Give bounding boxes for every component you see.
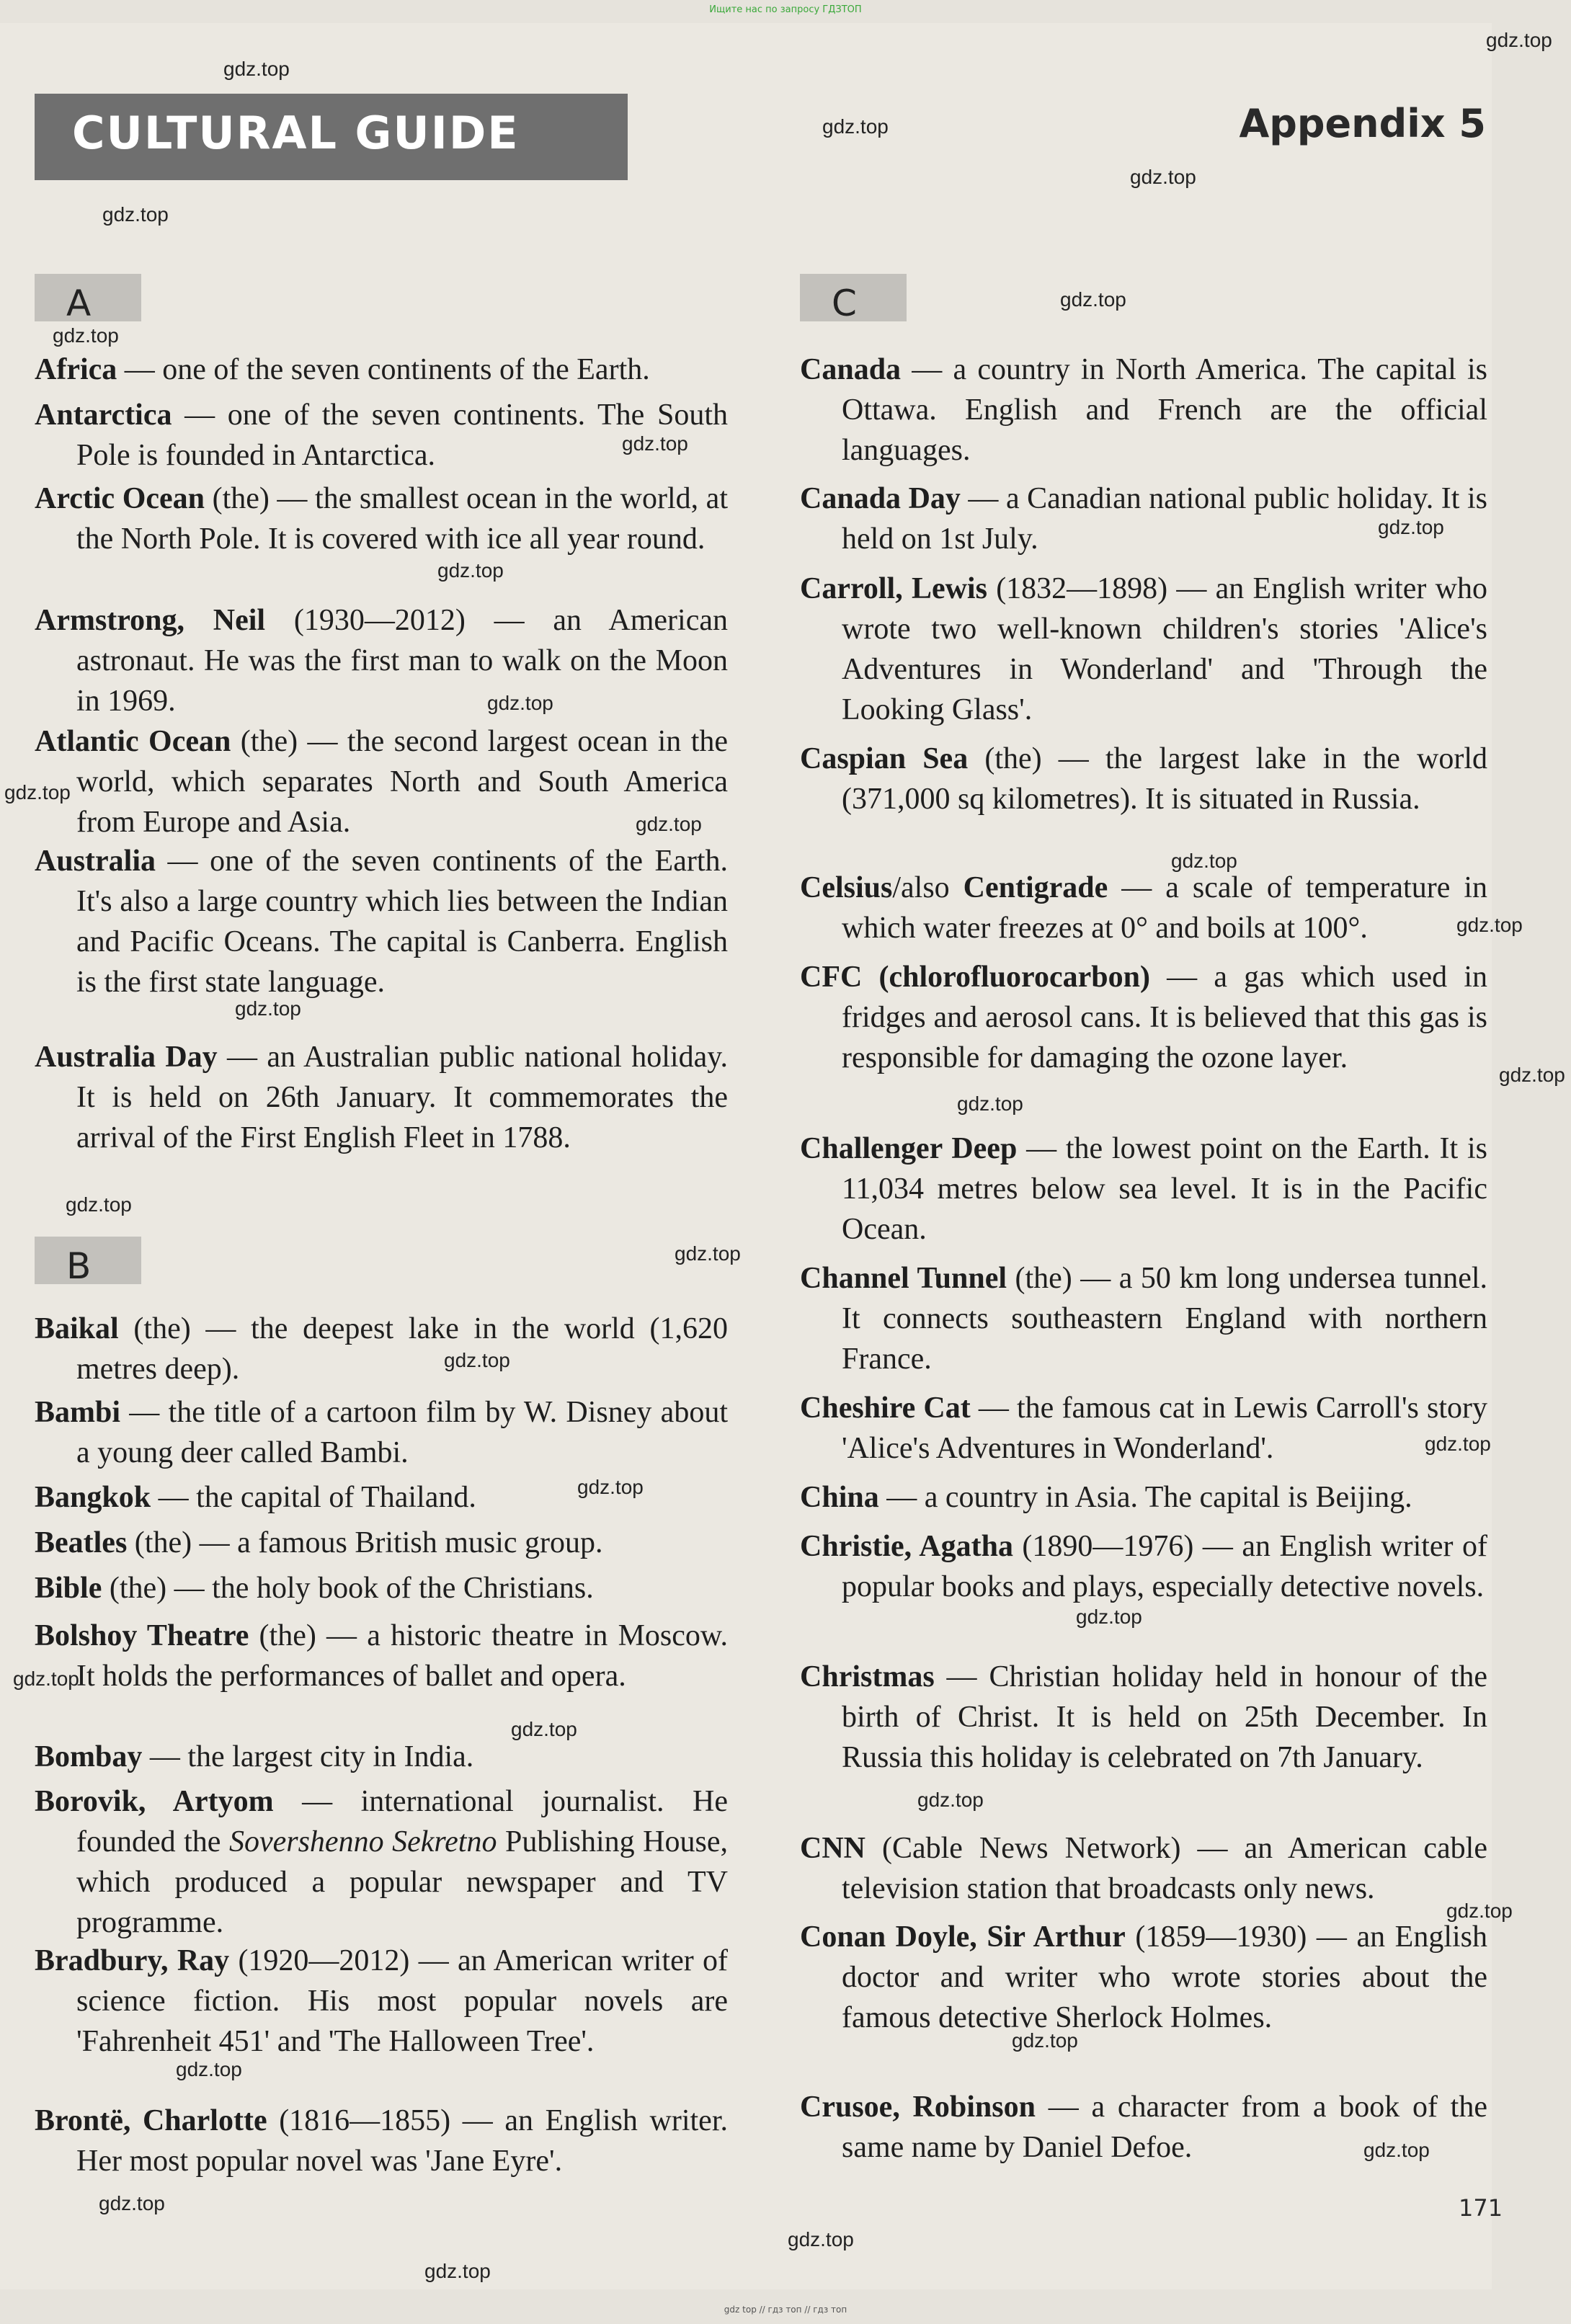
entry-term: Caspian Sea [800,742,969,775]
entry-term: Beatles [35,1526,128,1559]
entry-term: Christie, Agatha [800,1530,1013,1563]
entry [35,721,728,842]
entry-term: Bolshoy Theatre [35,1619,249,1652]
entry-text: — an Australian public national holiday. It is held on 26th January. It commemorates the arrival of the First English Fleet in 1788. [76,1041,728,1154]
entry-term: Channel Tunnel [800,1262,1007,1295]
entry-text: (the) — the holy book of the Christians. [102,1572,594,1605]
entry-term: Crusoe, Robinson [800,2091,1036,2124]
entry [800,569,1487,730]
entry [800,1828,1487,1909]
watermark: gdz.top [1171,850,1237,872]
entry-term: Australia Day [35,1041,218,1074]
watermark: gdz.top [1363,2139,1430,2161]
entry [35,1616,728,1696]
entry-term: Bombay [35,1740,143,1773]
entry-term: Canada Day [800,482,961,515]
watermark: gdz.top [511,1718,577,1740]
entry-text: (Cable News Network) — an American cable television station that broadcasts only news. [842,1832,1487,1905]
entry-text: — the lowest point on the Earth. It is 11,034 metres below sea level. It is in the Pacific Ocean. [842,1132,1487,1246]
watermark: gdz.top [1060,288,1126,311]
watermark: gdz.top [675,1242,741,1265]
entry-term: Arctic Ocean [35,482,205,515]
entry [35,1523,728,1563]
entry-text: — a country in Asia. The capital is Beijing. [878,1481,1412,1514]
entry-term: CFC (chlorofluorocarbon) [800,961,1150,994]
entry [35,1568,728,1608]
appendix-title: Appendix 5 [1239,101,1486,146]
watermark: gdz.top [1076,1606,1142,1628]
entry-term: Canada [800,353,902,386]
entry-term: Brontë, Charlotte [35,2104,267,2137]
watermark: gdz.top [1446,1900,1513,1922]
entry-text: (1816—1855) — an English writer. Her most popular novel was 'Jane Eyre'. [76,2104,728,2178]
entry-text: (the) — the largest lake in the world (371,000 sq kilometres). It is situated in Russia. [842,742,1487,816]
entry-text: — one of the seven continents of the Earth. [117,353,650,386]
watermark: gdz.top [1425,1433,1491,1455]
entry-term: Armstrong, Neil [35,604,266,637]
entry-term: Cheshire Cat [800,1392,971,1425]
entry-term: Bradbury, Ray [35,1944,230,1977]
entry [35,1392,728,1473]
entry-text: — the capital of Thailand. [151,1481,476,1514]
watermark: gdz.top [487,692,553,714]
entry-text: — a character from a book of the same name by Daniel Defoe. [842,2091,1487,2164]
entry-text: (the) — a historic theatre in Moscow. It holds the performances of ballet and opera. [76,1619,728,1693]
entry-term: Africa [35,353,117,386]
entry-term: Atlantic Ocean [35,725,231,758]
entry-text: — one of the seven continents. The South Pole is founded in Antarctica. [76,399,728,472]
entry [800,957,1487,1078]
entry-text: — a country in North America. The capital is Ottawa. English and French are the official languages. [842,353,1487,467]
watermark: gdz.top [1499,1064,1565,1086]
watermark: gdz.top [4,781,71,803]
entry-text: — a Canadian national public holiday. It is held on 1st July. [842,482,1487,556]
entry-term: Carroll, Lewis [800,572,987,605]
watermark: gdz.top [102,203,169,226]
watermark: gdz.top [176,2058,242,2080]
entry [35,1941,728,2062]
entry-term: China [800,1481,879,1514]
entry [800,739,1487,819]
entry-text: (the) — the deepest lake in the world (1,620 metres deep). [76,1312,728,1386]
watermark: gdz.top [622,432,688,455]
entry [35,1781,728,1943]
entry-text: — one of the seven continents of the Earth. It's also a large country which lies between the Indian and Pacific Oceans. The capital is Canberra. English is the first state language. [76,845,728,999]
watermark: gdz.top [636,813,702,835]
entry-text: — a gas which used in fridges and aerosol cans. It is believed that this gas is responsible for damaging the ozone layer. [842,961,1487,1074]
watermark: gdz.top [53,324,119,347]
watermark: gdz.top [1012,2029,1078,2052]
entry-text: — international journalist. He founded the [76,1785,728,1858]
watermark: gdz.top [437,559,504,582]
entry-term: Baikal [35,1312,119,1345]
watermark: gdz.top [66,1193,132,1216]
entry [800,1258,1487,1379]
entry [35,1737,728,1777]
entry-term: Borovik, Artyom [35,1785,274,1818]
entry [35,2101,728,2181]
entry-term: Bible [35,1572,102,1605]
entry-term: Challenger Deep [800,1132,1018,1165]
watermark: gdz.top [917,1789,984,1811]
entry [800,350,1487,471]
entry [35,1037,728,1158]
entry-text: (the) — a 50 km long undersea tunnel. It connects southeastern England with northern France. [842,1262,1487,1376]
top-note: Ищите нас по запросу ГДЗТОП [709,4,862,15]
entry [35,600,728,721]
watermark: gdz.top [957,1092,1023,1115]
watermark: gdz.top [788,2228,854,2250]
entry-text: (1832—1898) — an English writer who wrote two well-known children's stories 'Alice's Adventures in Wonderland' and 'Through the Looking Glass'. [842,572,1487,726]
entry-term: Antarctica [35,399,172,432]
entry-term: CNN [800,1832,865,1865]
entry [35,841,728,1002]
entry-term: Christmas [800,1660,935,1693]
entry-term: Conan Doyle, Sir Arthur [800,1920,1126,1954]
entry-term: Celsius [800,871,893,904]
watermark: gdz.top [99,2192,165,2214]
entry-text: — a scale of temperature in which water freezes at 0° and boils at 100°. [842,871,1487,945]
watermark: gdz.top [13,1668,79,1690]
entry-text: — the famous cat in Lewis Carroll's story 'Alice's Adventures in Wonderland'. [842,1392,1488,1465]
entry-text: — the largest city in India. [142,1740,474,1773]
entry [35,1309,728,1389]
watermark: gdz.top [444,1349,510,1371]
entry-italic: Sovershenno Sekretno [228,1825,497,1858]
section-b-letter: B [66,1245,92,1287]
entry [800,1388,1487,1469]
entry [800,1657,1487,1778]
entry-text: (the) — a famous British music group. [127,1526,603,1559]
entry-text: (1930—2012) — an American astronaut. He was the first man to walk on the Moon in 1969. [76,604,728,718]
watermark: gdz.top [223,58,290,80]
entry [35,478,728,559]
watermark: gdz.top [577,1476,644,1498]
entry [800,868,1487,948]
section-c-letter: C [832,282,857,324]
watermark: gdz.top [1456,914,1523,936]
bottom-note: gdz top // гдз топ // гдз топ [724,2305,847,2315]
entry-text: (the) — the second largest ocean in the world, which separates North and South America from Europe and Asia. [76,725,728,839]
entry-text: (the) — the smallest ocean in the world, at the North Pole. It is covered with ice all year round. [76,482,728,556]
entry [800,1917,1487,2038]
entry-term: Bambi [35,1396,121,1429]
page-number: 171 [1459,2194,1503,2222]
entry-term: Australia [35,845,156,878]
entry [800,1526,1487,1607]
entry-term: Centigrade [963,871,1108,904]
entry-text: (1859—1930) — an English doctor and writer who wrote stories about the famous detective Sherlock Holmes. [842,1920,1487,2034]
header-title: CULTURAL GUIDE [72,107,520,159]
entry-text: — Christian holiday held in honour of the birth of Christ. It is held on 25th December. In Russia this holiday is celebrated on 7th January. [842,1660,1487,1774]
watermark: gdz.top [1130,166,1196,188]
entry-text: /also [892,871,963,904]
entry-text: Publishing House, which produced a popular newspaper and TV programme. [76,1825,728,1939]
watermark: gdz.top [424,2260,491,2282]
entry [800,1477,1487,1518]
watermark: gdz.top [235,997,301,1020]
entry-text: — the title of a cartoon film by W. Disney about a young deer called Bambi. [76,1396,728,1469]
watermark: gdz.top [1486,29,1552,51]
watermark: gdz.top [1378,516,1444,538]
entry [800,1128,1487,1250]
entry [35,350,728,390]
entry-term: Bangkok [35,1481,151,1514]
section-a-letter: A [66,282,92,324]
watermark: gdz.top [822,115,889,138]
entry-text: (1920—2012) — an American writer of science fiction. His most popular novels are 'Fahrenheit 451' and 'The Halloween Tree'. [76,1944,728,2058]
entry-text: (1890—1976) — an English writer of popular books and plays, especially detective novels. [842,1530,1487,1603]
